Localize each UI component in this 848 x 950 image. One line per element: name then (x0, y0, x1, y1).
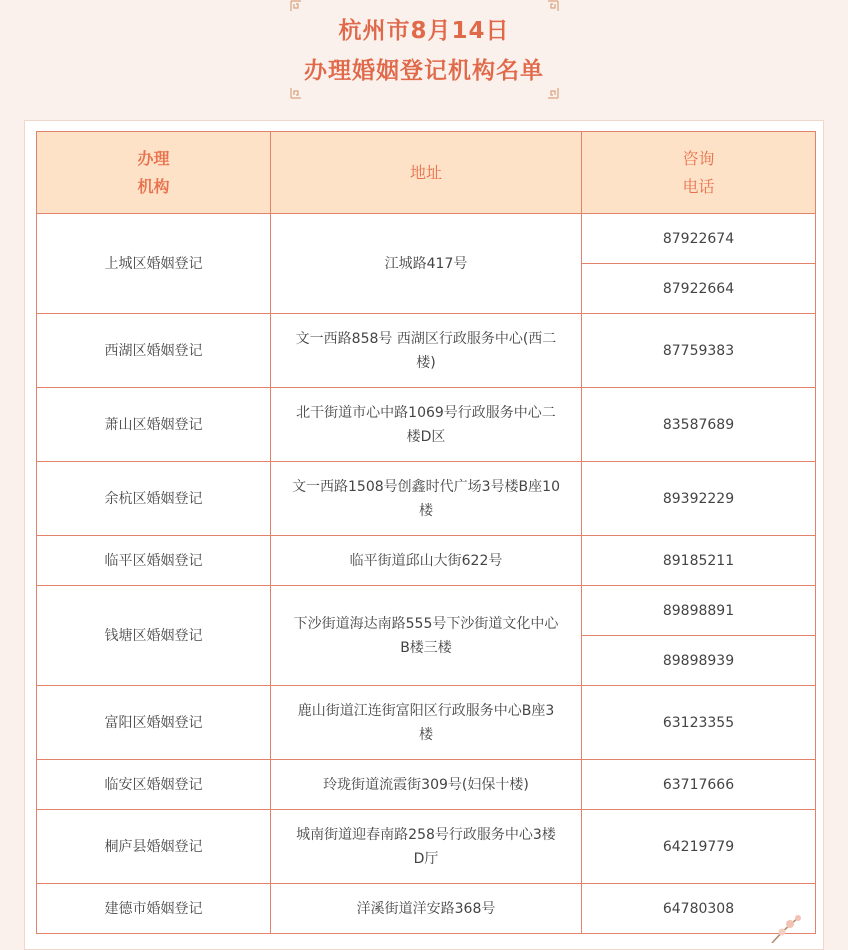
header-phone: 咨询 电话 (582, 132, 816, 214)
phone-cell: 63717666 (582, 760, 816, 810)
address-cell (271, 586, 582, 686)
agency-cell: 萧山区婚姻登记 (37, 388, 271, 462)
address-line: 楼) (416, 354, 436, 371)
agency-cell: 富阳区婚姻登记 (37, 686, 271, 760)
address-line: 江城路417号 (384, 255, 468, 272)
address-line: 楼D区 (406, 428, 446, 445)
page-title-line-1: 杭州市8月14日 (338, 18, 510, 44)
table-row (37, 214, 816, 264)
phone-cell: 89898939 (582, 636, 816, 686)
agency-cell: 临平区婚姻登记 (37, 536, 271, 586)
address-cell (271, 388, 582, 462)
header-address: 地址 (271, 132, 582, 214)
address-cell (271, 760, 582, 810)
phone-cell: 87759383 (582, 314, 816, 388)
address-line: 北干街道市心中路1069号行政服务中心二 (296, 404, 556, 421)
address-cell (271, 686, 582, 760)
address-cell (271, 314, 582, 388)
address-line: D厅 (413, 850, 439, 867)
phone-cell: 89898891 (582, 586, 816, 636)
address-cell (271, 214, 582, 314)
phone-cell: 83587689 (582, 388, 816, 462)
table-row (37, 314, 816, 388)
agency-cell: 钱塘区婚姻登记 (37, 586, 271, 686)
phone-cell: 64219779 (582, 810, 816, 884)
page-title-line-2: 办理婚姻登记机构名单 (304, 58, 544, 84)
agency-cell: 余杭区婚姻登记 (37, 462, 271, 536)
phone-cell: 64780308 (582, 884, 816, 934)
registry-table (36, 131, 816, 934)
address-line: 玲珑街道流霞街309号(妇保十楼) (323, 776, 529, 793)
table-row (37, 388, 816, 462)
table-row (37, 760, 816, 810)
header-agency: 办理 机构 (37, 132, 271, 214)
table-row (37, 884, 816, 934)
address-line: 文一西路1508号创鑫时代广场3号楼B座10 (292, 478, 560, 495)
agency-cell: 建德市婚姻登记 (37, 884, 271, 934)
address-line: 临平街道邱山大街622号 (349, 552, 503, 569)
address-line: 洋溪街道洋安路368号 (356, 900, 496, 917)
table-row (37, 686, 816, 760)
table-row (37, 586, 816, 636)
table-body (37, 214, 816, 934)
flower-decoration-icon (768, 912, 808, 947)
agency-cell: 临安区婚姻登记 (37, 760, 271, 810)
agency-cell: 西湖区婚姻登记 (37, 314, 271, 388)
corner-ornament-icon (290, 85, 304, 99)
phone-cell: 87922674 (582, 214, 816, 264)
phone-cell: 87922664 (582, 264, 816, 314)
address-line: 下沙街道海达南路555号下沙街道文化中心 (293, 615, 559, 632)
table-row (37, 810, 816, 884)
agency-cell: 上城区婚姻登记 (37, 214, 271, 314)
table-row (37, 536, 816, 586)
address-line: 鹿山街道江连街富阳区行政服务中心B座3 (297, 702, 555, 719)
address-line: 楼 (419, 726, 433, 743)
address-cell (271, 462, 582, 536)
table-row (37, 462, 816, 536)
address-line: B楼三楼 (400, 639, 452, 656)
address-cell (271, 884, 582, 934)
phone-cell: 89392229 (582, 462, 816, 536)
address-line: 城南街道迎春南路258号行政服务中心3楼 (296, 826, 556, 843)
agency-cell: 桐庐县婚姻登记 (37, 810, 271, 884)
table-header-row (37, 132, 816, 214)
address-cell (271, 536, 582, 586)
address-line: 文一西路858号 西湖区行政服务中心(西二 (295, 330, 557, 347)
title-header (0, 0, 848, 110)
corner-ornament-icon (545, 85, 559, 99)
phone-cell: 63123355 (582, 686, 816, 760)
phone-cell: 89185211 (582, 536, 816, 586)
address-cell (271, 810, 582, 884)
address-line: 楼 (419, 502, 433, 519)
